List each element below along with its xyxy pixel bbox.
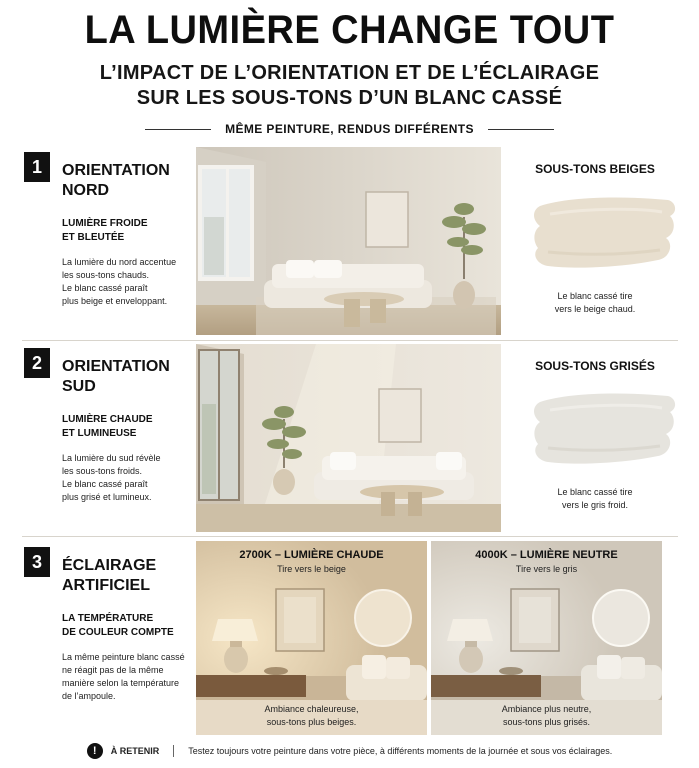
caption-line: sous-tons plus grisés. bbox=[502, 717, 591, 727]
neutral-panel-subtitle: Tire vers le gris bbox=[515, 564, 578, 574]
section-2-swatch-label: SOUS-TONS GRISÉS bbox=[535, 359, 655, 373]
section-1-subtitle-line-2: ET BLEUTÉE bbox=[62, 232, 125, 243]
section-3-title-line-2: ARTIFICIEL bbox=[62, 577, 150, 594]
section-2-title-line-2: SUD bbox=[62, 378, 96, 395]
section-1-title bbox=[62, 161, 170, 201]
section-3-number-badge: 3 bbox=[24, 547, 50, 577]
south-room-illustration bbox=[196, 344, 501, 532]
section-1-body-line: les sous-tons chauds. bbox=[62, 270, 150, 280]
section-3-body-line: La même peinture blanc cassé bbox=[62, 652, 185, 662]
north-room-illustration bbox=[196, 147, 501, 335]
neutral-light-panel bbox=[431, 541, 662, 735]
section-2-body-line: La lumière du sud révèle bbox=[62, 453, 161, 463]
caption-line: vers le beige chaud. bbox=[554, 304, 636, 314]
section-divider-1 bbox=[22, 340, 678, 341]
section-1-title-line-1: ORIENTATION bbox=[62, 162, 170, 179]
subtitle-line-2: SUR LES SOUS-TONS D’UN BLANC CASSÉ bbox=[136, 87, 563, 109]
footer-separator bbox=[173, 745, 174, 757]
section-1-subtitle-line-1: LUMIÈRE FROIDE bbox=[62, 218, 148, 229]
tagline-row bbox=[0, 122, 699, 136]
section-3-body-line: ne réagit pas de la même bbox=[62, 665, 164, 675]
section-2-number-badge: 2 bbox=[24, 348, 50, 378]
section-2-room-photo bbox=[196, 344, 501, 532]
tagline-rule-right bbox=[488, 129, 554, 130]
caption-line: Ambiance chaleureuse, bbox=[264, 704, 359, 714]
section-1-swatch-label: SOUS-TONS BEIGES bbox=[535, 162, 655, 176]
section-3-title-line-1: ÉCLAIRAGE bbox=[62, 557, 157, 574]
section-2-body bbox=[62, 452, 194, 504]
section-1-room-photo bbox=[196, 147, 501, 335]
section-divider-2 bbox=[22, 536, 678, 537]
section-1-swatch-caption bbox=[512, 290, 678, 316]
section-3-title bbox=[62, 556, 156, 596]
warm-light-panel bbox=[196, 541, 427, 735]
caption-line: Le blanc cassé tire bbox=[557, 487, 633, 497]
caption-line: sous-tons plus beiges. bbox=[266, 717, 357, 727]
footer-tip bbox=[0, 743, 699, 759]
section-2-subtitle-line-2: ET LUMINEUSE bbox=[62, 428, 137, 439]
section-1-body-line: Le blanc cassé paraît bbox=[62, 283, 148, 293]
beige-paint-swatch bbox=[530, 192, 680, 274]
section-3-body bbox=[62, 651, 194, 703]
tagline: MÊME PEINTURE, RENDUS DIFFÉRENTS bbox=[225, 122, 474, 136]
section-2-title bbox=[62, 357, 170, 397]
section-1-number-badge: 1 bbox=[24, 152, 50, 182]
section-2-body-line: Le blanc cassé paraît bbox=[62, 479, 148, 489]
section-1-body-line: La lumière du nord accentue bbox=[62, 257, 177, 267]
section-2-swatch-caption bbox=[512, 486, 678, 512]
section-2-body-line: plus grisé et lumineux. bbox=[62, 492, 152, 502]
section-3-subtitle-line-2: DE COULEUR COMPTE bbox=[62, 627, 174, 638]
section-2-subtitle-line-1: LUMIÈRE CHAUDE bbox=[62, 414, 153, 425]
section-2-title-line-1: ORIENTATION bbox=[62, 358, 170, 375]
section-2-subtitle bbox=[62, 413, 153, 441]
warm-panel-subtitle: Tire vers le beige bbox=[277, 564, 346, 574]
caption-line: vers le gris froid. bbox=[561, 500, 629, 510]
section-1-title-line-2: NORD bbox=[62, 182, 110, 199]
section-1-body bbox=[62, 256, 194, 308]
section-1-body-line: plus beige et enveloppant. bbox=[62, 296, 168, 306]
section-3-subtitle bbox=[62, 612, 174, 640]
section-3-subtitle-line-1: LA TEMPÉRATURE bbox=[62, 613, 154, 624]
caption-line: Le blanc cassé tire bbox=[557, 291, 633, 301]
warm-panel-caption bbox=[196, 703, 427, 729]
neutral-panel-caption bbox=[431, 703, 662, 729]
footer-label: À RETENIR bbox=[110, 746, 160, 756]
section-3-body-line: manière selon la température bbox=[62, 678, 180, 688]
exclamation-icon: ! bbox=[87, 743, 103, 759]
section-2-body-line: les sous-tons froids. bbox=[62, 466, 143, 476]
section-1-subtitle bbox=[62, 217, 148, 245]
section-3-body-line: de l’ampoule. bbox=[62, 691, 116, 701]
grey-paint-swatch bbox=[530, 388, 680, 470]
neutral-panel-label: 4000K – LUMIÈRE NEUTRE bbox=[475, 549, 618, 561]
tagline-rule-left bbox=[145, 129, 211, 130]
caption-line: Ambiance plus neutre, bbox=[501, 704, 592, 714]
footer-text: Testez toujours votre peinture dans votre pièce, à différents moments de la journée et sous vos éclairages. bbox=[188, 746, 613, 756]
warm-panel-label: 2700K – LUMIÈRE CHAUDE bbox=[239, 549, 384, 561]
subtitle-line-1: L’IMPACT DE L’ORIENTATION ET DE L’ÉCLAIRAGE bbox=[99, 62, 600, 84]
page-title: LA LUMIÈRE CHANGE TOUT bbox=[84, 8, 615, 52]
